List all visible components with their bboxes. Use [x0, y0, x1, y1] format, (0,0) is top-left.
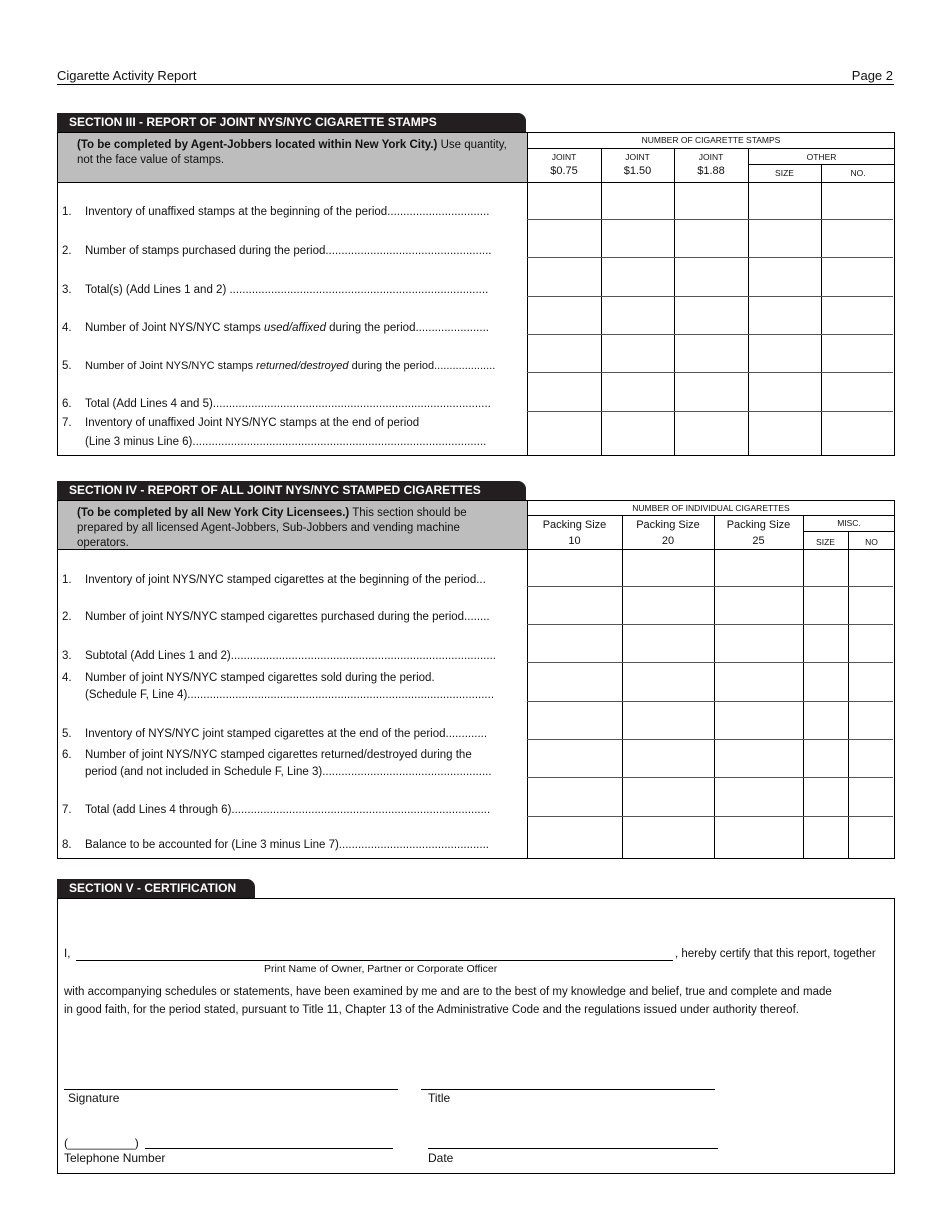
- section5-title: SECTION V - CERTIFICATION: [57, 879, 255, 898]
- s4-line5: Inventory of NYS/NYC joint stamped cigarettes at the end of the period.............: [85, 728, 488, 740]
- s3-col3-head: JOINT: [698, 152, 724, 162]
- s4-col1-val: 10: [568, 535, 581, 547]
- section3-note-rest: Use quantity, not the face value of stamps.: [77, 139, 507, 166]
- s3-line7b: (Line 3 minus Line 6)............................................................................................: [85, 436, 487, 448]
- s4-col3-val: 25: [752, 535, 765, 547]
- signature-line[interactable]: [64, 1089, 398, 1090]
- s4-line4b: (Schedule F, Line 4)................................................................................................: [85, 689, 495, 701]
- s3-line5: Number of Joint NYS/NYC stamps returned/destroyed during the period....................: [85, 360, 496, 372]
- signature-label: Signature: [68, 1091, 120, 1105]
- phone-area-code[interactable]: (__________): [64, 1136, 139, 1150]
- section4-title: SECTION IV - REPORT OF ALL JOINT NYS/NYC STAMPED CIGARETTES: [57, 481, 526, 500]
- date-label: Date: [428, 1151, 454, 1165]
- s4-misc-size: SIZE: [816, 537, 835, 547]
- section4-note-bold: (To be completed by all New York City Licensees.): [77, 507, 350, 519]
- s4-misc-no: NO: [865, 537, 878, 547]
- s3-col1-val: $0.75: [550, 165, 578, 177]
- s4-col2-head: Packing Size: [636, 519, 700, 531]
- s3-line3: Total(s) (Add Lines 1 and 2) .................................................................................: [85, 284, 489, 296]
- section4-group-header: NUMBER OF INDIVIDUAL CIGARETTES: [632, 503, 790, 513]
- s3-col1-head: JOINT: [551, 152, 577, 162]
- s4-line4: Number of joint NYS/NYC stamped cigarettes sold during the period.: [85, 672, 435, 684]
- s4-line7: Total (add Lines 4 through 6).................................................................................: [85, 804, 491, 816]
- report-title: Cigarette Activity Report: [57, 68, 197, 83]
- s4-misc-head: MISC.: [837, 518, 861, 528]
- section5-frame: [57, 898, 895, 1174]
- s3-col3-val: $1.88: [697, 165, 725, 177]
- s4-line3: Subtotal (Add Lines 1 and 2)...................................................................................: [85, 650, 496, 662]
- s3-other-size: SIZE: [775, 168, 794, 178]
- cert-prefix: I,: [64, 948, 71, 960]
- s4-line1: Inventory of joint NYS/NYC stamped cigarettes at the beginning of the period...: [85, 574, 486, 586]
- s3-col2-head: JOINT: [625, 152, 650, 162]
- page-number: Page 2: [851, 68, 893, 83]
- s4-col1-head: Packing Size: [542, 519, 607, 531]
- telephone-label: Telephone Number: [64, 1151, 166, 1165]
- phone-line[interactable]: [145, 1148, 393, 1149]
- s3-line4: Number of Joint NYS/NYC stamps used/affixed during the period.......................: [85, 322, 489, 334]
- cert-suffix: , hereby certify that this report, together: [675, 948, 876, 960]
- s3-col2-val: $1.50: [623, 165, 652, 177]
- header-rule: [57, 84, 894, 85]
- s4-line6b: period (and not included in Schedule F, Line 3).....................................................: [85, 766, 492, 778]
- date-line[interactable]: [428, 1148, 718, 1149]
- s3-other-head: OTHER: [806, 152, 837, 162]
- s4-col2-val: 20: [661, 535, 675, 547]
- cert-body-line1: with accompanying schedules or statements, have been examined by me and are to the best of my knowledge and belief, true and complete and made: [64, 986, 832, 998]
- s3-line1: Inventory of unaffixed stamps at the beginning of the period................................: [85, 206, 490, 218]
- section3-note-bold: (To be completed by Agent-Jobbers located within New York City.): [77, 139, 438, 151]
- s3-line2: Number of stamps purchased during the period....................................................: [85, 245, 492, 257]
- s4-line6: Number of joint NYS/NYC stamped cigarettes returned/destroyed during the: [85, 749, 472, 761]
- s4-line8: Balance to be accounted for (Line 3 minus Line 7)...............................................: [85, 839, 489, 851]
- section3-group-header: NUMBER OF CIGARETTE STAMPS: [641, 135, 781, 145]
- print-name-label: Print Name of Owner, Partner or Corporate Officer: [264, 963, 498, 975]
- s4-line2: Number of joint NYS/NYC stamped cigarettes purchased during the period........: [85, 611, 490, 623]
- title-line[interactable]: [421, 1089, 715, 1090]
- cert-body-line2: in good faith, for the period stated, pursuant to Title 11, Chapter 13 of the Administrative Code and the regulations issued under authority thereof.: [64, 1004, 799, 1016]
- print-name-line[interactable]: [76, 960, 673, 961]
- section4-note: (To be completed by all New York City Licensees.) This section should be prepared by all licensed Agent-Jobbers, Sub-Jobbers and vending machine operators.: [57, 500, 527, 549]
- section3-title: SECTION III - REPORT OF JOINT NYS/NYC CIGARETTE STAMPS: [57, 113, 526, 132]
- s4-col3-head: Packing Size: [726, 519, 791, 531]
- s3-line7: Inventory of unaffixed Joint NYS/NYC stamps at the end of period: [85, 417, 420, 429]
- s3-line6: Total (Add Lines 4 and 5).......................................................................................: [85, 398, 491, 410]
- s3-other-no: NO.: [850, 168, 866, 178]
- title-label: Title: [428, 1091, 451, 1105]
